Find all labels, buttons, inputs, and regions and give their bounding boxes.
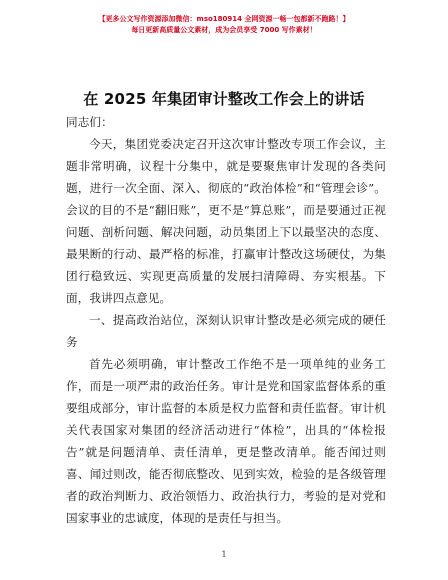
promo-banner-line-1: 【更多公文写作资源添加微信：mso180914 全网资源一畅一包都新不跑路！】: [98, 15, 350, 23]
paragraph-intro: 今天，集团党委决定召开这次审计整改专项工作会议，主题非常明确，议程十分集中，就是要聚焦审计发现的各类问题，进行一次全面、深入、彻底的“政治体检”和“管理会诊”。会议的目的不是“翻旧账”，更不是“算总账”，而是要通过正视问题、剖析问题、解决问题，动员集团上下以最坚决的态度、最果断的行动、最严格的标准，打赢审计整改这场硬仗，为集团行稳致远、实现更高质量的发展扫清障碍、夯实根基。下面，我讲四点意见。: [66, 137, 386, 305]
document-title: 在 2025 年集团审计整改工作会上的讲话: [83, 90, 365, 108]
greeting: 同志们：: [66, 115, 113, 129]
paragraph-section-1: 首先必须明确，审计整改工作绝不是一项单纯的业务工作，而是一项严肃的政治任务。审计是党和国家监督体系的重要组成部分，审计监督的本质是权力监督和责任监督。审计机关代表国家对集团的经济活动进行“体检”，出具的“体检报告”就是问题清单、责任清单，更是整改清单。能否闻过则喜、闻过则改，能否彻底整改、见到实效，检验的是各级管理者的政治判断力、政治领悟力、政治执行力，考验的是对党和国家事业的忠诚度，体现的是责任与担当。: [66, 357, 386, 525]
promo-banner-line-2: 每日更新高质量公文素材，成为会员享受 7000 写作素材！: [131, 26, 317, 34]
page-number: 1: [221, 550, 227, 559]
section-heading-1: 一、提高政治站位，深刻认识审计整改是必须完成的硬任务: [66, 313, 386, 349]
